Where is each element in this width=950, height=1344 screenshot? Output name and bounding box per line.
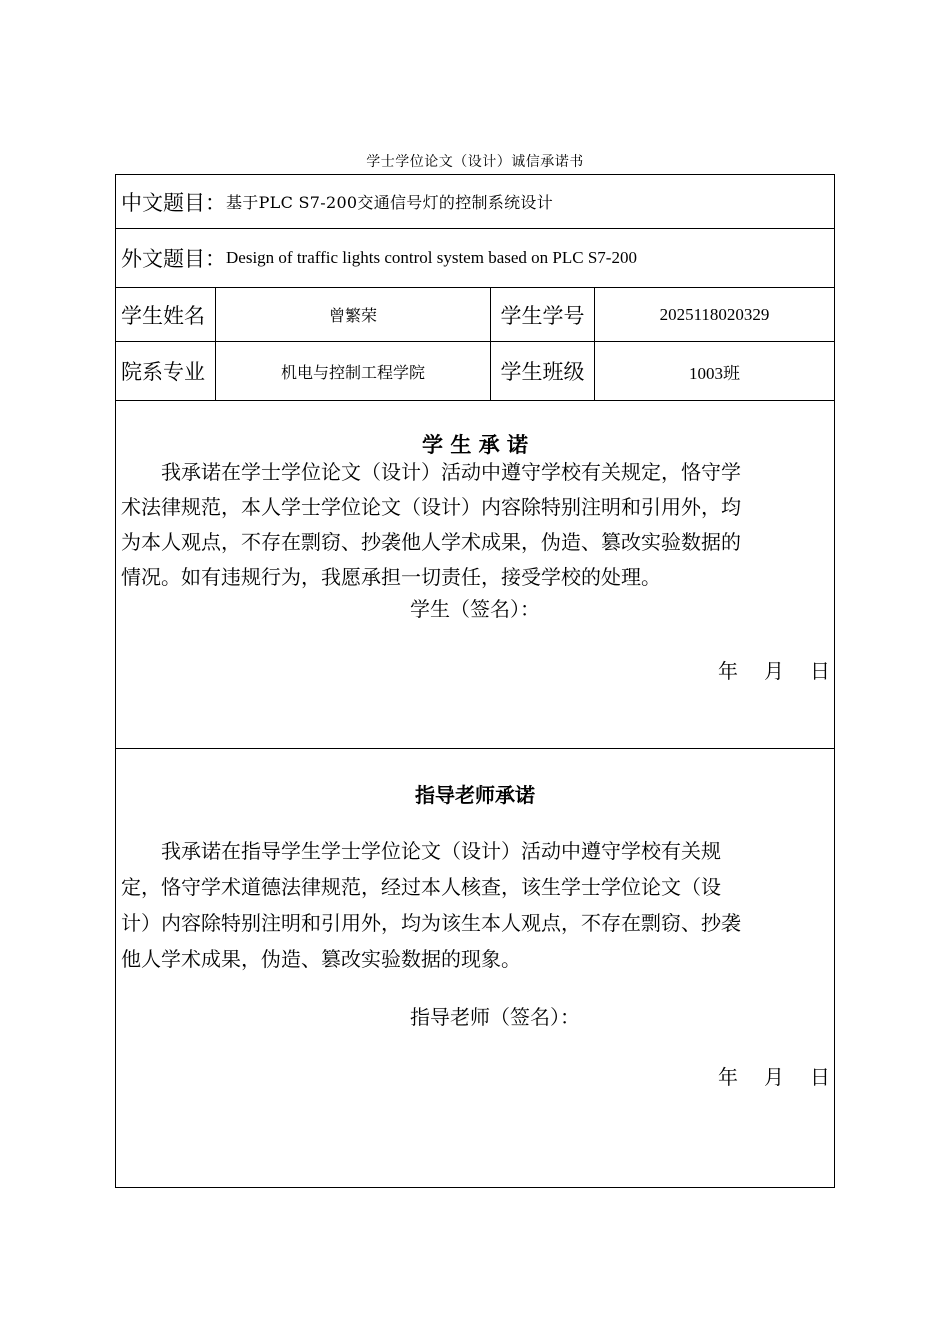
student-pledge-line: 情况。如有违规行为，我愿承担一切责任，接受学校的处理。 [121,565,661,589]
teacher-date-year: 年 [718,1065,738,1089]
student-id-label: 学生学号 [500,303,585,328]
student-pledge-line: 为本人观点，不存在剽窃、抄袭他人学术成果，伪造、篡改实验数据的 [121,530,741,554]
teacher-pledge-text [121,833,741,977]
en-title-label: 外文题目： [121,247,226,271]
department-value: 机电与控制工程学院 [280,362,425,382]
student-signature-label: 学生（签名）： [410,597,540,621]
cn-title-row [116,175,834,229]
teacher-pledge-line: 他人学术成果，伪造、篡改实验数据的现象。 [121,947,521,971]
en-title-row [116,229,834,288]
department-row [116,342,834,401]
student-pledge-line: 我承诺在学士学位论文（设计）活动中遵守学校有关规定，恪守学 [121,460,741,484]
student-pledge-heading: 学 生 承 诺 [422,432,528,457]
student-date [718,655,830,684]
teacher-pledge-line: 计）内容除特别注明和引用外，均为该生本人观点，不存在剽窃、抄袭 [121,911,741,935]
class-label: 学生班级 [500,360,585,384]
student-date-year: 年 [718,659,738,683]
student-date-day: 日 [810,659,830,683]
teacher-signature-label: 指导老师（签名）： [410,1005,580,1029]
teacher-pledge-line: 定，恪守学术道德法律规范，经过本人核查，该生学士学位论文（设 [121,875,721,899]
teacher-pledge-section [116,749,834,1187]
pledge-form [115,174,835,1188]
teacher-pledge-heading: 指导老师承诺 [415,783,535,807]
student-name-value: 曾繁荣 [328,306,377,325]
en-title-value: Design of traffic lights control system based on PLC S7-200 [226,248,637,267]
student-pledge-text [121,455,741,595]
cn-title-label: 中文题目： [121,190,226,215]
teacher-date-month: 月 [764,1065,784,1089]
cn-title-value: 基于PLC S7-200交通信号灯的控制系统设计 [226,193,554,212]
document-title: 学士学位论文（设计）诚信承诺书 [366,154,584,170]
student-id-value: 2025118020329 [659,304,770,324]
student-pledge-section [116,401,834,749]
student-row [116,288,834,342]
student-date-month: 月 [764,659,784,683]
student-pledge-line: 术法律规范，本人学士学位论文（设计）内容除特别注明和引用外，均 [121,495,741,519]
class-value: 1003班 [689,363,740,383]
teacher-date [718,1061,830,1090]
student-name-label: 学生姓名 [121,303,205,328]
teacher-date-day: 日 [810,1065,830,1089]
department-label: 院系专业 [121,360,205,384]
teacher-pledge-line: 我承诺在指导学生学士学位论文（设计）活动中遵守学校有关规 [121,839,721,863]
